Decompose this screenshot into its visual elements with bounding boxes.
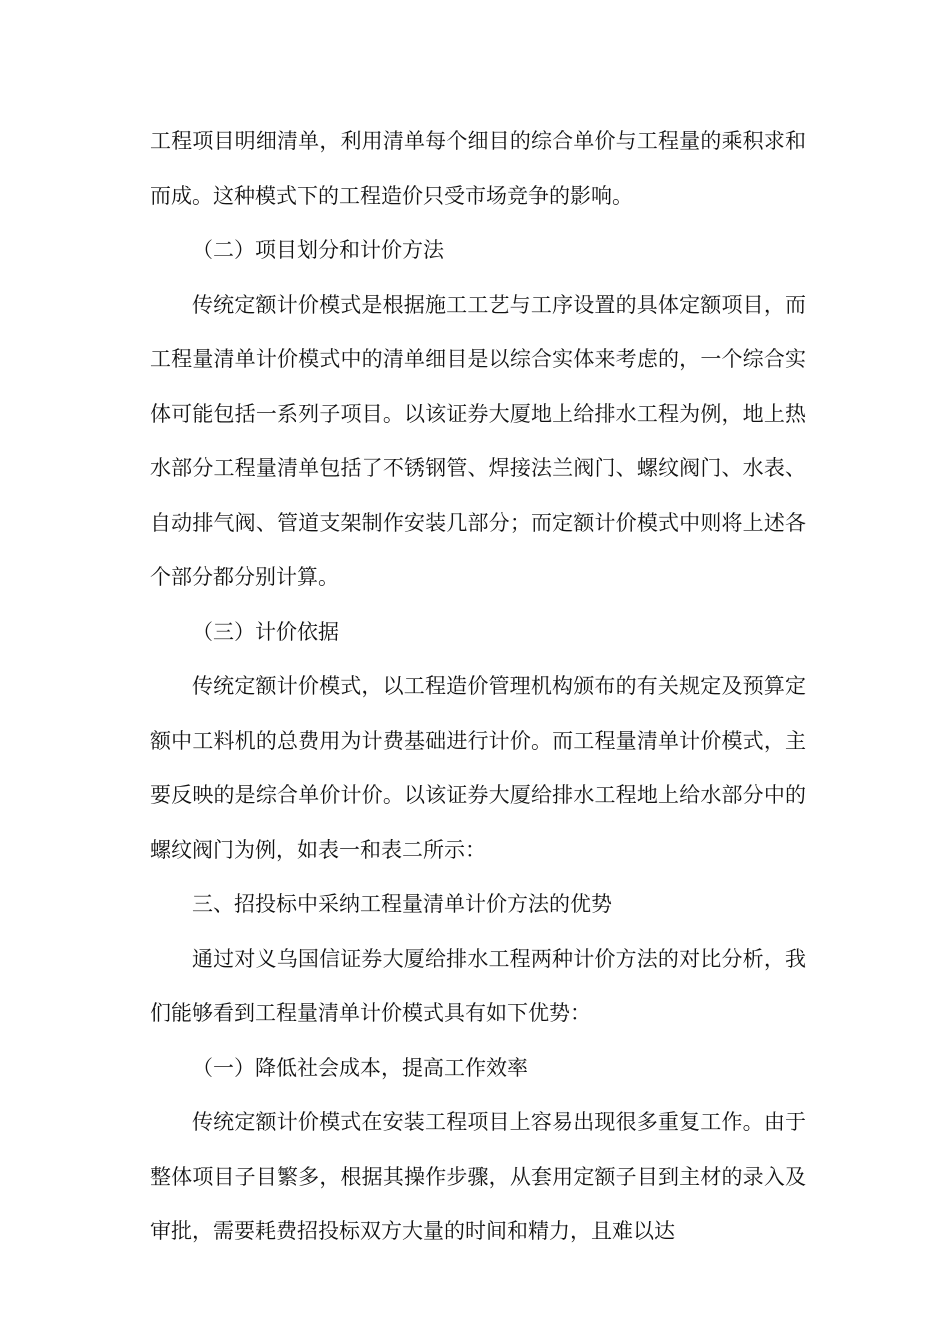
- paragraph-pricing-basis: 传统定额计价模式，以工程造价管理机构颁布的有关规定及预算定额中工料机的总费用为计费基础进行计价。而工程量清单计价模式，主要反映的是综合单价计价。以该证券大厦给排水工程地上给水部分中的螺纹阀门为例，如表一和表二所示：: [150, 674, 806, 862]
- paragraph-advantages-intro: 通过对义乌国信证券大厦给排水工程两种计价方法的对比分析，我们能够看到工程量清单计价模式具有如下优势：: [150, 946, 806, 1025]
- section-heading-pricing-basis: （三）计价依据: [192, 619, 339, 644]
- section-heading-reduce-cost: （一）降低社会成本，提高工作效率: [192, 1055, 528, 1080]
- paragraph-continuation: 工程项目明细清单，利用清单每个细目的综合单价与工程量的乘积求和而成。这种模式下的工程造价只受市场竞争的影响。: [150, 129, 806, 208]
- paragraph-project-division: 传统定额计价模式是根据施工工艺与工序设置的具体定额项目，而工程量清单计价模式中的清单细目是以综合实体来考虑的，一个综合实体可能包括一系列子项目。以该证券大厦地上给排水工程为例，地上热水部分工程量清单包括了不锈钢管、焊接法兰阀门、螺纹阀门、水表、自动排气阀、管道支架制作安装几部分；而定额计价模式中则将上述各个部分都分别计算。: [150, 292, 806, 589]
- section-heading-project-division: （二）项目划分和计价方法: [192, 238, 444, 262]
- paragraph-reduce-cost: 传统定额计价模式在安装工程项目上容易出现很多重复工作。由于整体项目子目繁多，根据其操作步骤，从套用定额子目到主材的录入及审批，需要耗费招投标双方大量的时间和精力，且难以达: [150, 1110, 806, 1243]
- section-heading-advantages: 三、招投标中采纳工程量清单计价方法的优势: [192, 892, 612, 916]
- document-body: [150, 114, 806, 1259]
